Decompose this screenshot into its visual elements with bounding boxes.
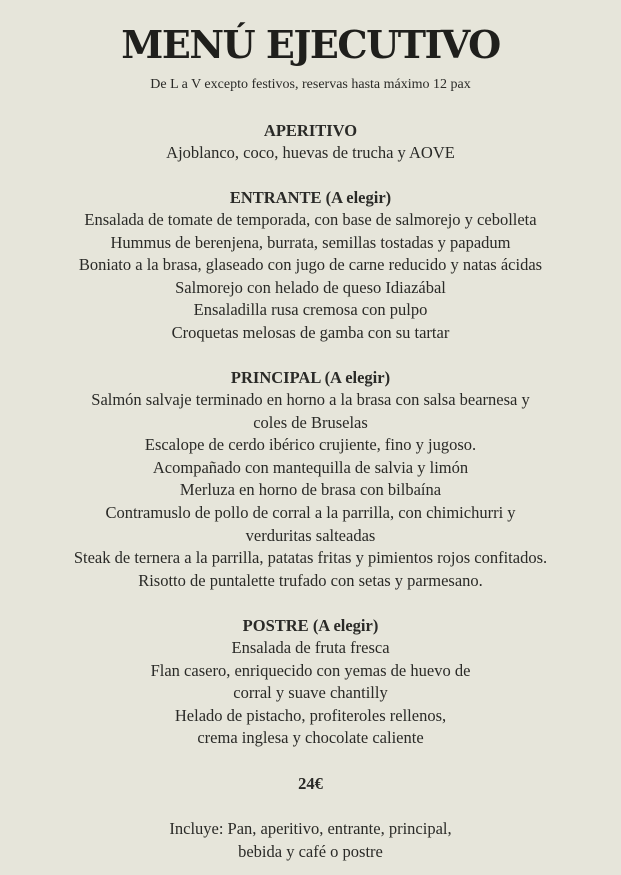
- dish-line: Ensaladilla rusa cremosa con pulpo: [193, 300, 428, 320]
- dish-line: crema inglesa y chocolate caliente: [197, 728, 424, 748]
- dish-line: coles de Bruselas: [253, 412, 368, 432]
- dish-line: Merluza en horno de brasa con bilbaína: [179, 480, 442, 500]
- menu-includes: [0, 818, 621, 863]
- menu-title: MENÚ EJECUTIVO: [121, 22, 500, 67]
- section-heading-principal: PRINCIPAL (A elegir): [230, 368, 391, 387]
- menu-subtitle: De L a V excepto festivos, reservas hasta máximo 12 pax: [150, 77, 471, 92]
- dish-line: Flan casero, enriquecido con yemas de huevo de: [150, 660, 471, 680]
- section-entrante: [0, 186, 621, 345]
- dish-line: Boniato a la brasa, glaseado con jugo de carne reducido y natas ácidas: [78, 255, 543, 275]
- dish-line: Ensalada de fruta fresca: [231, 638, 390, 657]
- dish-line: verduritas salteadas: [245, 525, 376, 545]
- dish-line: Steak de ternera a la parrilla, patatas fritas y pimientos rojos confitados.: [73, 548, 548, 568]
- dish-line: Ensalada de tomate de temporada, con base de salmorejo y cebolleta: [84, 210, 537, 229]
- section-postre: [0, 614, 621, 750]
- dish-line: Croquetas melosas de gamba con su tartar: [171, 322, 450, 342]
- menu-price: 24€: [298, 774, 323, 793]
- dish-line: corral y suave chantilly: [233, 683, 388, 703]
- includes-line: Incluye: Pan, aperitivo, entrante, principal,: [169, 819, 452, 838]
- dish-line: Risotto de puntalette trufado con setas y parmesano.: [138, 570, 483, 590]
- dish-line: Helado de pistacho, profiteroles rellenos,: [174, 705, 447, 725]
- dish-line: Salmón salvaje terminado en horno a la brasa con salsa bearnesa y: [91, 390, 530, 409]
- dish-line: Hummus de berenjena, burrata, semillas tostadas y papadum: [110, 232, 511, 252]
- section-heading-aperitivo: APERITIVO: [263, 121, 358, 140]
- section-principal: [0, 366, 621, 592]
- section-heading-entrante: ENTRANTE (A elegir): [229, 188, 392, 207]
- dish-line: Salmorejo con helado de queso Idiazábal: [175, 277, 446, 297]
- section-heading-postre: POSTRE (A elegir): [242, 616, 379, 635]
- dish-line: Escalope de cerdo ibérico crujiente, fino y jugoso.: [144, 435, 477, 455]
- dish-line: Ajoblanco, coco, huevas de trucha y AOVE: [166, 143, 455, 162]
- section-aperitivo: [0, 119, 621, 165]
- includes-line: bebida y café o postre: [238, 841, 383, 861]
- dish-line: Acompañado con mantequilla de salvia y limón: [152, 457, 469, 477]
- dish-line: Contramuslo de pollo de corral a la parrilla, con chimichurri y: [105, 502, 516, 522]
